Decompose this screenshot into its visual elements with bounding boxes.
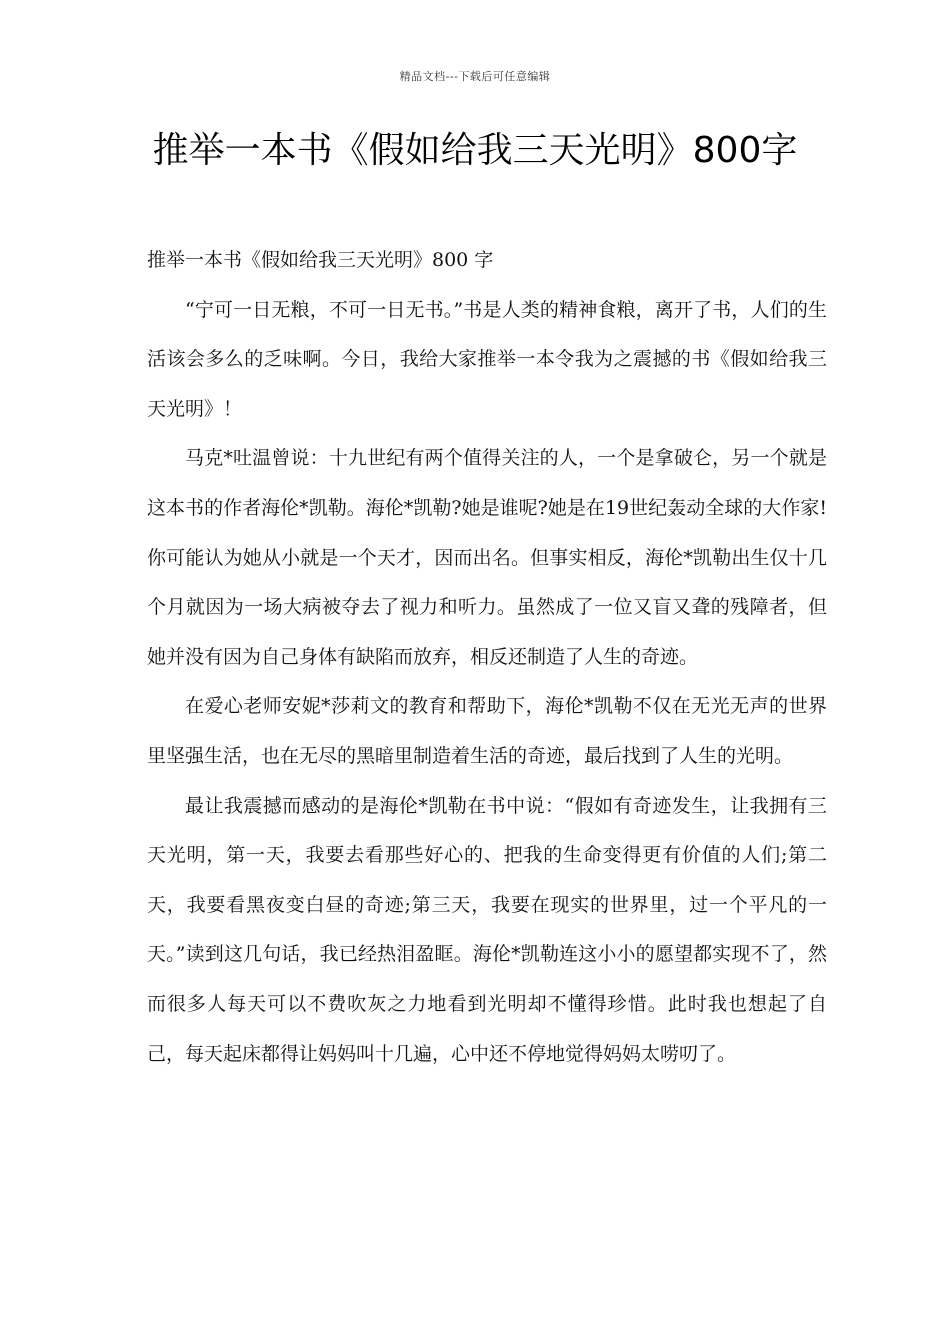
paragraph-2: 马克*吐温曾说：十九世纪有两个值得关注的人，一个是拿破仑，另一个就是这本书的作者海伦*凯勒。海伦*凯勒?她是谁呢?她是在19世纪轰动全球的大作家!你可能认为她从小就是一个天才，因而出名。但事实相反，海伦*凯勒出生仅十几个月就因为一场大病被夺去了视力和听力。虽然成了一位又盲又聋的残障者，但她并没有因为自己身体有缺陷而放弃，相反还制造了人生的奇迹。 (147, 447, 827, 668)
paragraph-4: 最让我震撼而感动的是海伦*凯勒在书中说：“假如有奇迹发生，让我拥有三天光明，第一天，我要去看那些好心的、把我的生命变得更有价值的人们;第二天，我要看黑夜变白昼的奇迹;第三天，我要在现实的世界里，过一个平凡的一天。”读到这几句话，我已经热泪盈眶。海伦*凯勒连这小小的愿望都实现不了，然而很多人每天可以不费吹灰之力地看到光明却不懂得珍惜。此时我也想起了自己，每天起床都得让妈妈叫十几遍，心中还不停地觉得妈妈太唠叨了。 (147, 794, 827, 1065)
document-body (147, 236, 827, 1079)
paragraph-3: 在爱心老师安妮*莎莉文的教育和帮助下，海伦*凯勒不仅在无光无声的世界里坚强生活，也在无尽的黑暗里制造着生活的奇迹，最后找到了人生的光明。 (147, 695, 827, 767)
header-note: 精品文档---下载后可任意编辑 (399, 70, 551, 83)
subtitle-line: 推举一本书《假如给我三天光明》800 字 (147, 249, 494, 271)
paragraph-1: “宁可一日无粮，不可一日无书。”书是人类的精神食粮，离开了书，人们的生活该会多么的乏味啊。今日，我给大家推举一本令我为之震撼的书《假如给我三天光明》！ (147, 298, 827, 420)
document-title: 推举一本书《假如给我三天光明》800字 (152, 130, 798, 171)
